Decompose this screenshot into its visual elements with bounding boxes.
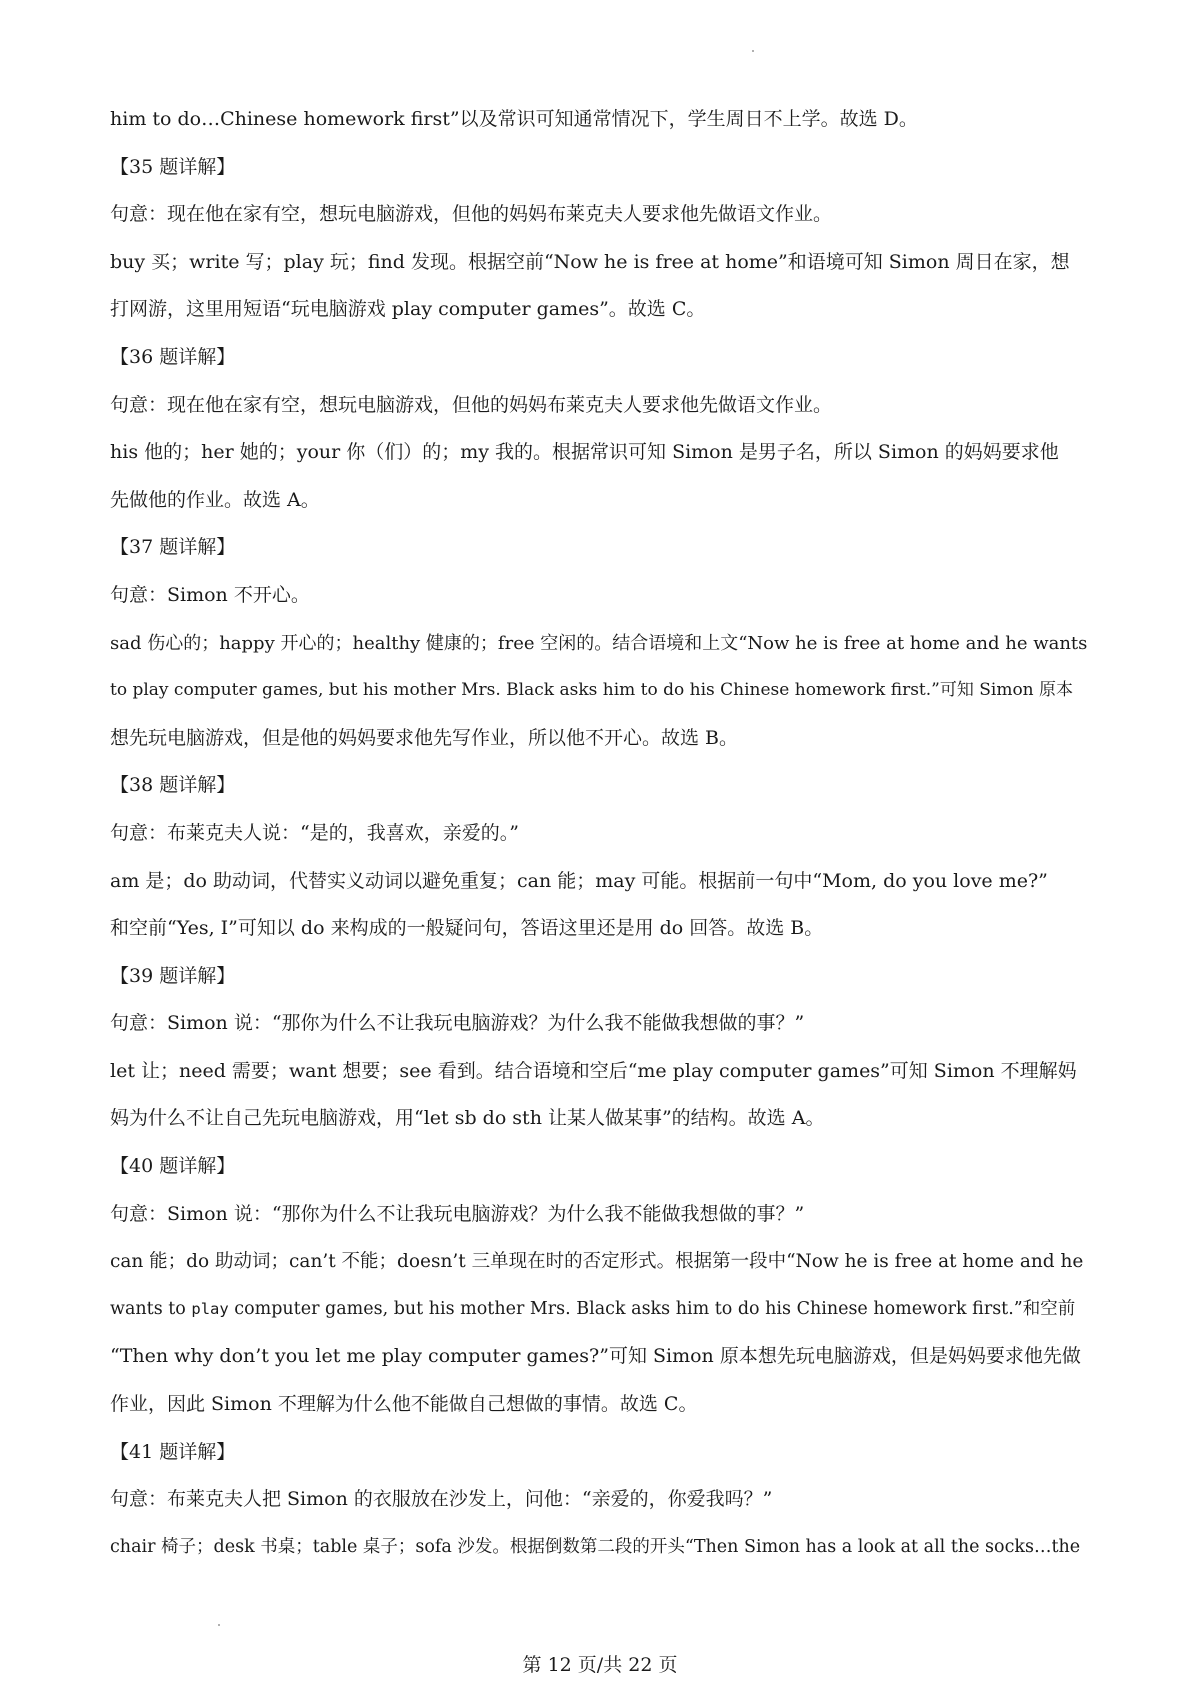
- text-line: chair 椅子；desk 书桌；table 桌子；sofa 沙发。根据倒数第二段的开头“Then Simon has a look at all the socks…the: [110, 1536, 1081, 1557]
- text-line: 妈为什么不让自己先玩电脑游戏，用“let sb do sth 让某人做某事”的结构。故选 A。: [110, 1107, 825, 1130]
- text-line: buy 买；write 写；play 玩；find 发现。根据空前“Now he is free at home”和语境可知 Simon 周日在家，想: [110, 250, 1070, 273]
- text-line: him to do…Chinese homework first”以及常识可知通常情况下，学生周日不上学。故选 D。: [110, 108, 918, 130]
- monospace-word: play: [191, 1299, 229, 1318]
- text-line: 打网游，这里用短语“玩电脑游戏 play computer games”。故选 C。: [110, 298, 706, 321]
- text-line: 句意：Simon 不开心。: [110, 583, 310, 606]
- text-segment: wants to: [110, 1298, 192, 1319]
- section-heading-36: 【36 题详解】: [110, 345, 236, 368]
- text-segment: computer games, but his mother Mrs. Black asks him to do his Chinese homework first.”和空前: [228, 1298, 1076, 1319]
- text-line: 想先玩电脑游戏，但是他的妈妈要求他先写作业，所以他不开心。故选 B。: [110, 726, 739, 749]
- text-line: his 他的；her 她的；your 你（们）的；my 我的。根据常识可知 Simon 是男子名，所以 Simon 的妈妈要求他: [110, 441, 1059, 464]
- section-heading-41: 【41 题详解】: [110, 1440, 236, 1463]
- text-line: sad 伤心的；happy 开心的；healthy 健康的；free 空闲的。结合语境和上文“Now he is free at home and he wants: [110, 632, 1088, 654]
- page-number-footer: 第 12 页/共 22 页: [522, 1654, 678, 1676]
- text-line: 句意：布莱克夫人把 Simon 的衣服放在沙发上，问他：“亲爱的，你爱我吗？”: [110, 1488, 773, 1511]
- text-line: “Then why don’t you let me play computer games?”可知 Simon 原本想先玩电脑游戏，但是妈妈要求他先做: [110, 1345, 1081, 1368]
- text-line: 和空前“Yes, I”可知以 do 来构成的一般疑问句，答语这里还是用 do 回答。故选 B。: [110, 917, 824, 940]
- text-line: 句意：Simon 说：“那你为什么不让我玩电脑游戏？为什么我不能做我想做的事？”: [110, 1012, 805, 1035]
- section-heading-40: 【40 题详解】: [110, 1155, 236, 1178]
- text-line: 句意：Simon 说：“那你为什么不让我玩电脑游戏？为什么我不能做我想做的事？”: [110, 1202, 805, 1225]
- section-heading-38: 【38 题详解】: [110, 774, 236, 797]
- document-body: [110, 96, 1100, 1571]
- section-heading-39: 【39 题详解】: [110, 964, 236, 987]
- text-line: let 让；need 需要；want 想要；see 看到。结合语境和空后“me play computer games”可知 Simon 不理解妈: [110, 1059, 1077, 1082]
- section-heading-35: 【35 题详解】: [110, 155, 236, 178]
- text-line: 先做他的作业。故选 A。: [110, 488, 320, 511]
- scan-speck: [752, 50, 754, 52]
- text-line-mixed: [110, 1286, 1100, 1334]
- text-line: 句意：现在他在家有空，想玩电脑游戏，但他的妈妈布莱克夫人要求他先做语文作业。: [110, 393, 833, 416]
- text-line: to play computer games, but his mother Mrs. Black asks him to do his Chinese homework first.”可知 Simon 原本: [110, 680, 1074, 701]
- text-line: 句意：布莱克夫人说：“是的，我喜欢，亲爱的。”: [110, 821, 519, 844]
- section-heading-37: 【37 题详解】: [110, 536, 236, 559]
- text-line: 作业，因此 Simon 不理解为什么他不能做自己想做的事情。故选 C。: [110, 1393, 698, 1416]
- text-line: can 能；do 助动词；can’t 不能；doesn’t 三单现在时的否定形式。根据第一段中“Now he is free at home and he: [110, 1251, 1084, 1273]
- text-line: 句意：现在他在家有空，想玩电脑游戏，但他的妈妈布莱克夫人要求他先做语文作业。: [110, 203, 833, 226]
- text-line: am 是；do 助动词，代替实义动词以避免重复；can 能；may 可能。根据前一句中“Mom, do you love me?”: [110, 869, 1048, 892]
- scan-speck: [218, 1624, 220, 1626]
